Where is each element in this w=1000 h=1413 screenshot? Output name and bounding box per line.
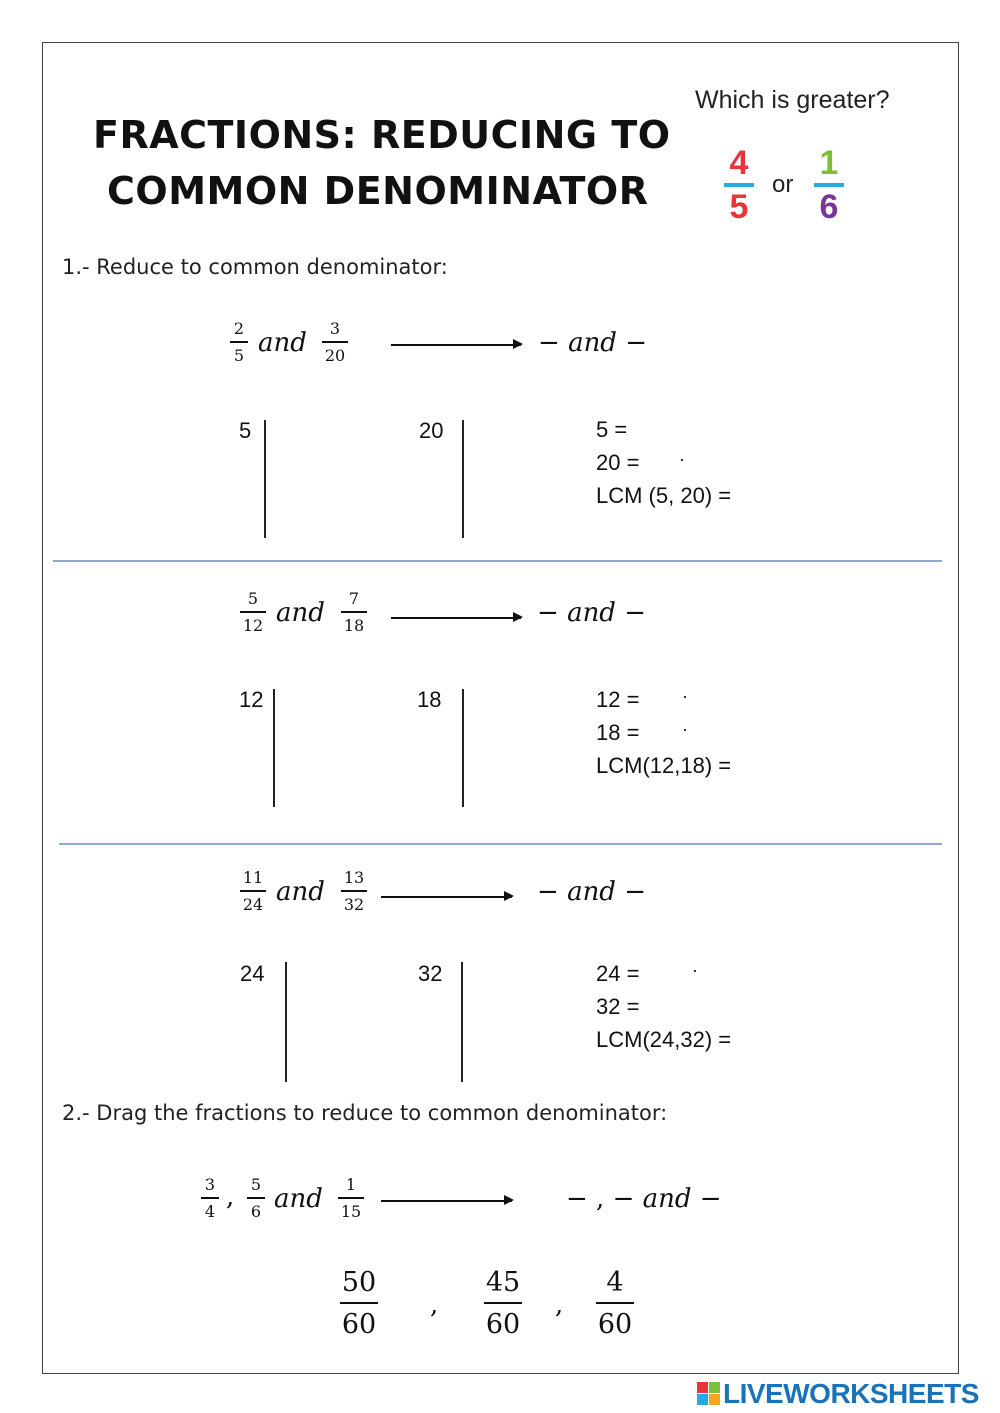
p3-divisor-b: 32	[418, 961, 443, 986]
p1-fraction-a	[230, 320, 248, 365]
logo-blocks-icon	[697, 1382, 721, 1406]
ex2-answer-and: and	[642, 1184, 692, 1214]
ex2-fraction-c	[338, 1176, 364, 1221]
p2-and: and	[276, 598, 325, 628]
fraction-bar	[247, 1197, 265, 1199]
ex2-fraction-b	[247, 1176, 265, 1221]
p2-factor-b: 18 =	[596, 720, 640, 745]
ex2-fraction-a	[201, 1176, 219, 1221]
p1-factor-a: 5 =	[596, 417, 628, 442]
arrow	[391, 344, 521, 346]
fraction-bar	[322, 341, 348, 343]
numerator: 5	[250, 1175, 262, 1194]
ex2-and: and	[274, 1184, 323, 1214]
p2-lcm: LCM(12,18) =	[596, 753, 732, 778]
title-line-2: COMMON DENOMINATOR	[107, 169, 649, 213]
draggable-fraction-50-60[interactable]	[340, 1268, 378, 1340]
p1-lcm: LCM (5, 20) =	[596, 483, 732, 508]
liveworksheets-logo[interactable]	[697, 1378, 979, 1408]
denominator: 18	[343, 615, 365, 635]
p3-factor-a: 24 =	[596, 961, 640, 986]
numerator: 2	[233, 319, 245, 338]
p2-divisor-b: 18	[417, 687, 442, 712]
p1-divisor-a: 5	[239, 418, 252, 443]
dot-mark: ·	[682, 719, 688, 739]
denominator: 60	[341, 1309, 377, 1340]
fraction-bar	[724, 183, 754, 187]
p1-fraction-b	[322, 320, 348, 365]
teaser-fraction-4-5	[722, 146, 756, 224]
p2-answer: − and −	[537, 598, 647, 628]
p2-fraction-b	[341, 590, 367, 635]
arrow	[391, 617, 521, 619]
p3-answer: − and −	[537, 877, 647, 907]
teaser-fraction-1-6	[812, 146, 846, 224]
numerator: 13	[343, 868, 365, 887]
division-line	[462, 420, 464, 538]
denominator: 6	[250, 1201, 262, 1221]
numerator: 7	[348, 589, 360, 608]
exercise2-label: 2.- Drag the fractions to reduce to common denominator:	[62, 1101, 668, 1125]
denominator: 4	[204, 1201, 216, 1221]
division-line	[273, 689, 275, 807]
teaser-or: or	[772, 171, 794, 198]
p3-lcm: LCM(24,32) =	[596, 1027, 732, 1052]
worksheet-border	[42, 42, 959, 1374]
p2-fraction-a	[240, 590, 266, 635]
numerator: 5	[247, 589, 259, 608]
p2-answer-and: and	[567, 598, 616, 628]
denominator: 5	[233, 345, 245, 365]
teaser-frac1-den: 5	[729, 188, 749, 226]
fraction-bar	[340, 1302, 378, 1304]
p1-divisor-b: 20	[419, 418, 444, 443]
numerator: 3	[329, 319, 341, 338]
draggable-fraction-4-60[interactable]	[596, 1268, 634, 1340]
teaser-frac1-num: 4	[729, 144, 749, 182]
teaser-frac2-num: 1	[819, 144, 839, 182]
p3-factor-b: 32 =	[596, 994, 640, 1019]
numerator: 4	[606, 1267, 624, 1298]
denominator: 12	[242, 615, 264, 635]
teaser-frac2-den: 6	[819, 188, 839, 226]
denominator: 24	[242, 894, 264, 914]
fraction-bar	[240, 890, 266, 892]
section-separator	[59, 843, 942, 845]
p1-factor-b: 20 =	[596, 450, 640, 475]
numerator: 1	[345, 1175, 357, 1194]
exercise1-label: 1.- Reduce to common denominator:	[62, 255, 448, 279]
denominator: 15	[340, 1201, 362, 1221]
comma: ,	[555, 1290, 564, 1320]
fraction-bar	[341, 611, 367, 613]
numerator: 11	[242, 868, 264, 887]
p1-answer-and: and	[568, 328, 617, 358]
dot-mark: ·	[682, 686, 688, 706]
fraction-bar	[814, 183, 844, 187]
division-line	[285, 962, 287, 1082]
p3-and: and	[276, 877, 325, 907]
fraction-bar	[484, 1302, 522, 1304]
dot-mark: ·	[692, 960, 698, 980]
denominator: 60	[597, 1309, 633, 1340]
arrow	[381, 1200, 512, 1202]
ex2-answer-slots[interactable]: − , − and −	[566, 1184, 722, 1214]
p2-divisor-a: 12	[239, 687, 264, 712]
p1-and: and	[258, 328, 307, 358]
fraction-bar	[338, 1197, 364, 1199]
logo-brand-text: LIVEWORKSHEETS	[723, 1378, 979, 1409]
numerator: 50	[341, 1267, 377, 1298]
fraction-bar	[201, 1197, 219, 1199]
fraction-bar	[596, 1302, 634, 1304]
division-line	[462, 689, 464, 807]
teaser-question: Which is greater?	[695, 86, 890, 114]
denominator: 32	[343, 894, 365, 914]
title-line-1: FRACTIONS: REDUCING TO	[93, 113, 671, 157]
denominator: 60	[485, 1309, 521, 1340]
numerator: 45	[485, 1267, 521, 1298]
denominator: 20	[324, 345, 346, 365]
fraction-bar	[341, 890, 367, 892]
p2-factor-a: 12 =	[596, 687, 640, 712]
fraction-bar	[230, 341, 248, 343]
section-separator	[53, 560, 942, 562]
p3-answer-and: and	[567, 877, 616, 907]
p3-divisor-a: 24	[240, 961, 265, 986]
draggable-fraction-45-60[interactable]	[484, 1268, 522, 1340]
fraction-bar	[240, 611, 266, 613]
p3-fraction-b	[341, 869, 367, 914]
comma: ,	[226, 1182, 235, 1212]
arrow	[381, 896, 512, 898]
numerator: 3	[204, 1175, 216, 1194]
division-line	[264, 420, 266, 538]
comma: ,	[430, 1290, 439, 1320]
dot-mark: ·	[679, 449, 685, 469]
p1-answer: − and −	[538, 328, 648, 358]
division-line	[461, 962, 463, 1082]
p3-fraction-a	[240, 869, 266, 914]
